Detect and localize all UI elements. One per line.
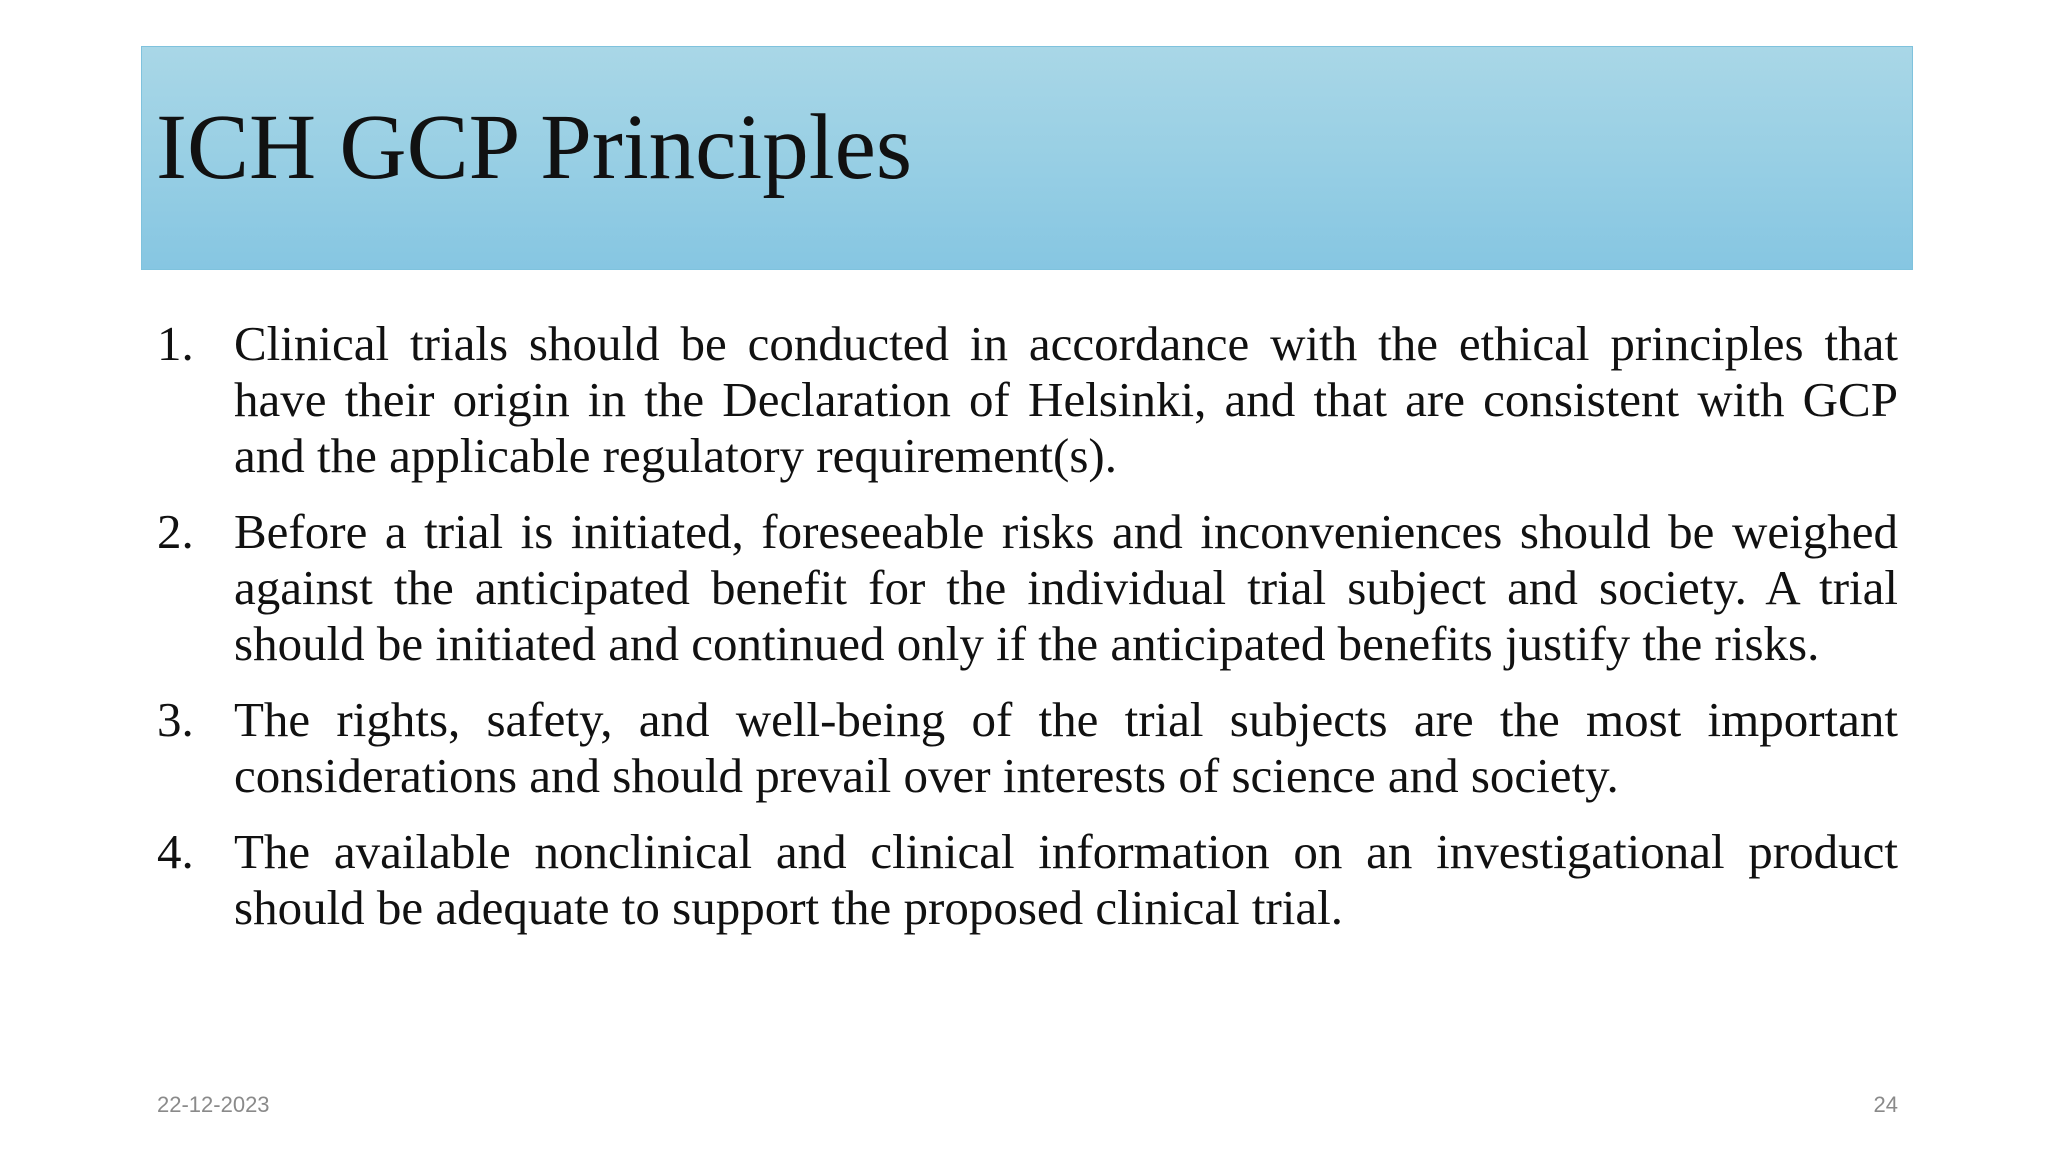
list-item-text: Clinical trials should be conducted in accordance with the ethical principles that have their origin in the Declaration of Helsinki, and that are consistent with GCP and the applicable regulatory requirement(s). (234, 316, 1898, 483)
list-item-text: The available nonclinical and clinical information on an investigational product should be adequate to support the proposed clinical trial. (234, 824, 1898, 935)
list-item-number: 1. (157, 316, 194, 371)
slide-title: ICH GCP Principles (156, 96, 913, 199)
list-item-text: The rights, safety, and well-being of the trial subjects are the most important considerations and should prevail over interests of science and society. (234, 692, 1898, 803)
list-item-number: 4. (157, 824, 194, 879)
list-item-text: Before a trial is initiated, foreseeable risks and inconveniences should be weighed against the anticipated benefit for the individual trial subject and society. A trial should be initiated and continued only if the anticipated benefits justify the risks. (234, 504, 1898, 671)
principles-list (155, 316, 1898, 956)
list-item (155, 316, 1898, 484)
list-item (155, 824, 1898, 936)
list-item-number: 2. (157, 504, 194, 559)
list-item (155, 692, 1898, 804)
footer-page-number: 24 (1873, 1092, 1898, 1117)
list-item (155, 504, 1898, 672)
footer-date: 22-12-2023 (157, 1092, 270, 1117)
list-item-number: 3. (157, 692, 194, 747)
